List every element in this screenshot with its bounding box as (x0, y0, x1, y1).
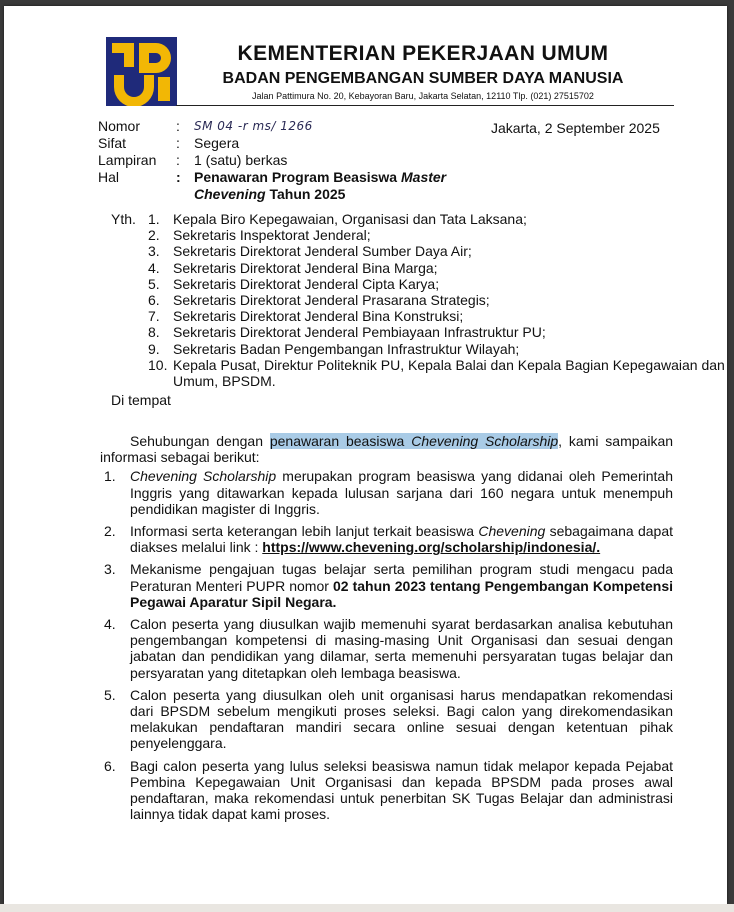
recipient-number: 4. (148, 259, 160, 276)
recipient-item (148, 260, 727, 276)
recipient-text: Sekretaris Direktorat Jenderal Sumber Daya Air; (173, 243, 472, 260)
highlight-part: penawaran beasiswa (269, 433, 412, 449)
recipient-item (148, 243, 727, 259)
recipient-number: 3. (148, 243, 160, 260)
list-item (100, 561, 673, 610)
di-tempat: Di tempat (111, 392, 171, 408)
points-list (100, 468, 673, 822)
recipient-text: Sekretaris Direktorat Jenderal Bina Marga; (173, 259, 438, 276)
recipient-item (148, 308, 727, 324)
recipient-number: 9. (148, 340, 160, 357)
recipient-text: Kepala Biro Kepegawaian, Organisasi dan Tata Laksana; (173, 211, 527, 227)
hal-text: Tahun 2025 (265, 186, 346, 202)
recipient-item (148, 324, 727, 340)
hal-value-line1 (194, 169, 446, 186)
nomor-value: SM 04 -r ms/ 1266 (194, 119, 313, 133)
point-text: Mekanisme pengajuan tugas belajar serta pemilihan program studi mengacu pada Peraturan Menteri PUPR nomor (130, 561, 673, 594)
recipient-number: 5. (148, 275, 160, 292)
point-number: 6. (104, 757, 116, 774)
recipient-text: Sekretaris Direktorat Jenderal Pembiayaan Infrastruktur PU; (173, 324, 546, 341)
separator: : (176, 118, 180, 134)
recipient-item (148, 227, 727, 243)
hal-text: Penawaran Program Beasiswa (194, 169, 401, 185)
list-item (100, 758, 673, 823)
sifat-value: Segera (194, 135, 240, 151)
highlighted-text (270, 433, 558, 449)
recipient-number: 7. (148, 308, 160, 325)
recipient-list (148, 211, 727, 389)
separator: : (176, 169, 181, 185)
recipient-number: 6. (148, 292, 160, 309)
recipient-number: 8. (148, 324, 160, 341)
point-text: Calon peserta yang diusulkan wajib memenuhi syarat berdasarkan analisa kebutuhan pengembangan kompetensi di masing-masing Unit Organisasi dan sesuai dengan jabatan dan pendidikan yang dilamar, serta memenuhi persyaratan tugas belajar dan persyaratan yang ditetapkan oleh lembaga beasiswa. (130, 616, 673, 681)
recipient-text: Kepala Pusat, Direktur Politeknik PU, Kepala Balai dan Kepala Bagian Kepegawaian dan Umum, BPSDM. (173, 356, 725, 390)
point-text: Bagi calon peserta yang lulus seleksi beasiswa namun tidak melapor kepada Pejabat Pembina Kepegawaian Unit Organisasi dan kepada BPSDM pada proses awal pendaftaran, maka rekomendasi untuk penerbitan SK Tugas Belajar dan administrasi lainnya tidak dapat kami proses. (130, 757, 673, 823)
point-number: 4. (104, 616, 116, 633)
lampiran-value: 1 (satu) berkas (194, 152, 288, 168)
recipient-item (148, 211, 727, 227)
recipient-number: 10. (148, 356, 168, 373)
separator: : (176, 152, 180, 168)
yth-label: Yth. (111, 211, 136, 227)
recipient-text: Sekretaris Direktorat Jenderal Prasarana Strategis; (173, 292, 490, 309)
point-text: Informasi serta keterangan lebih lanjut terkait beasiswa (130, 523, 479, 540)
letter-page (4, 6, 727, 904)
list-item (100, 687, 673, 752)
lampiran-label: Lampiran (98, 152, 157, 168)
list-item (100, 468, 673, 517)
intro-text: , kami sampaikan informasi sebagai berikut: (100, 433, 674, 466)
separator: : (176, 135, 180, 151)
letter-date: Jakarta, 2 September 2025 (491, 120, 660, 136)
intro-paragraph (100, 433, 673, 465)
recipient-text: Sekretaris Inspektorat Jenderal; (173, 227, 371, 244)
ministry-logo (106, 37, 177, 106)
sifat-label: Sifat (98, 135, 127, 151)
recipient-text: Sekretaris Badan Pengembangan Infrastruktur Wilayah; (173, 340, 520, 357)
recipient-number: 1. (148, 211, 160, 227)
agency-name: BADAN PENGEMBANGAN SUMBER DAYA MANUSIA (222, 70, 624, 87)
point-bold: 02 tahun 2023 tentang Pengembangan Kompetensi Pegawai Aparatur Sipil Negara. (130, 577, 674, 610)
recipient-number: 2. (148, 227, 160, 244)
point-text: merupakan program beasiswa yang didanai oleh Pemerintah Inggris yang ditawarkan kepada lulusan sarjana dari 160 negara untuk menempuh pendidikan magister di Inggris. (130, 468, 673, 517)
list-item (100, 523, 673, 555)
recipient-item (148, 341, 727, 357)
recipient-text: Sekretaris Direktorat Jenderal Bina Konstruksi; (173, 308, 464, 325)
hal-italic: Chevening (194, 186, 266, 202)
recipient-item (148, 276, 727, 292)
letter-body (100, 433, 673, 828)
point-italic: Chevening (478, 523, 546, 540)
viewer-bottom-edge (0, 904, 734, 912)
point-number: 3. (104, 561, 116, 578)
letterhead-divider (176, 105, 674, 106)
point-number: 5. (104, 686, 116, 703)
point-text: Calon peserta yang diusulkan oleh unit organisasi harus mendapatkan rekomendasi dari BPSDM sebelum mengikuti proses seleksi. Bagi calon yang direkomendasikan melakukan pendaftaran mandiri secara online sesuai dengan ketentuan pihak penyelenggara. (130, 686, 673, 752)
hal-italic: Master (401, 169, 447, 185)
nomor-label: Nomor (98, 118, 141, 134)
point-text: sebagaimana dapat diakses melalui link : (130, 523, 674, 556)
point-number: 2. (104, 523, 116, 540)
point-number: 1. (104, 468, 116, 485)
highlight-italic: Chevening Scholarship (411, 433, 559, 449)
recipient-text: Sekretaris Direktorat Jenderal Cipta Karya; (173, 275, 440, 292)
agency-address: Jalan Pattimura No. 20, Kebayoran Baru, Jakarta Selatan, 12110 Tlp. (021) 27515702 (252, 91, 594, 101)
recipient-item (148, 357, 727, 389)
hal-label: Hal (98, 169, 120, 185)
recipient-item (148, 292, 727, 308)
point-italic: Chevening Scholarship (130, 468, 277, 485)
hal-value-line2 (194, 186, 345, 203)
intro-text: Sehubungan dengan (130, 433, 270, 449)
chevening-link[interactable]: https://www.chevening.org/scholarship/indonesia/. (262, 539, 601, 556)
list-item (100, 616, 673, 681)
ministry-name: KEMENTERIAN PEKERJAAN UMUM (237, 42, 609, 65)
